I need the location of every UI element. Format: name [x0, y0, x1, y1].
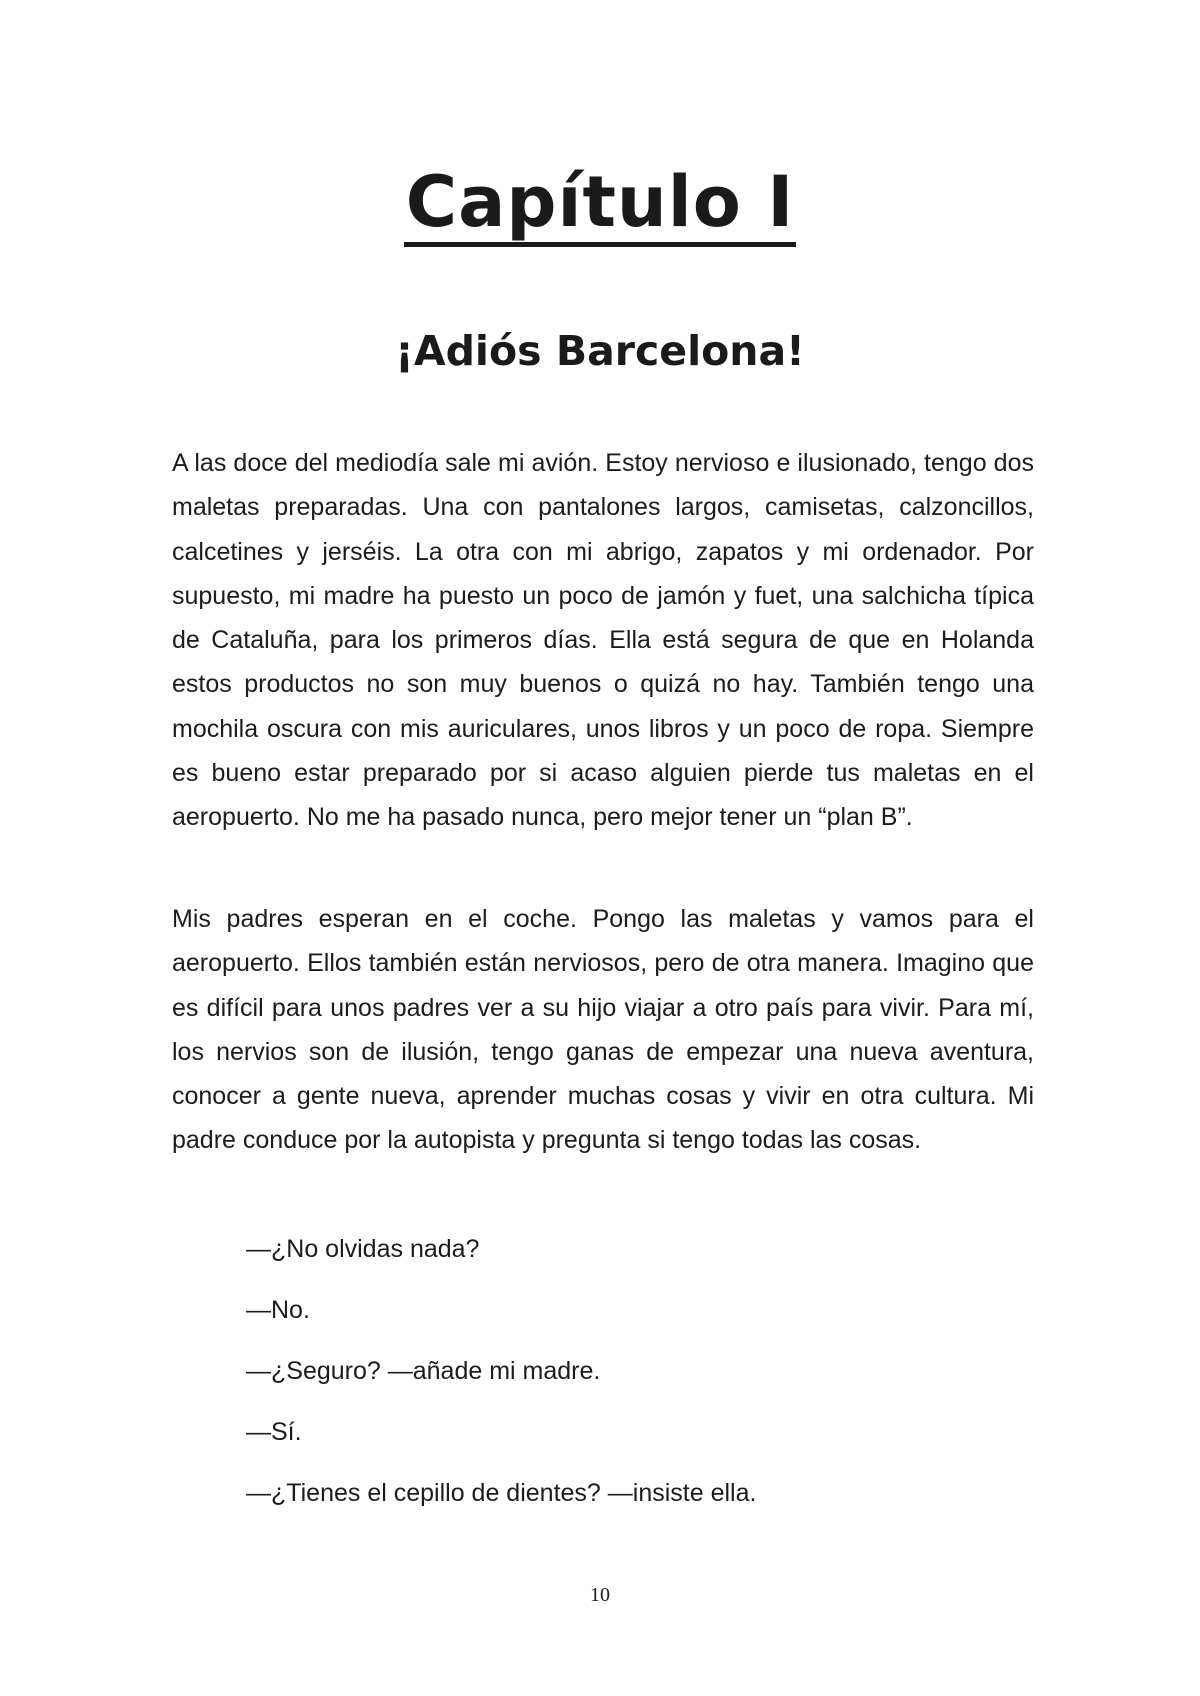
- dialogue-line: —¿No olvidas nada?: [246, 1235, 480, 1263]
- chapter-title: [0, 160, 1200, 247]
- chapter-subtitle: ¡Adiós Barcelona!: [395, 327, 805, 375]
- chapter-title-text: Capítulo I: [404, 162, 797, 247]
- body-paragraph: Mis padres esperan en el coche. Pongo las maletas y vamos para el aeropuerto. Ellos también están nerviosos, pero de otra manera. Imagino que es difícil para unos padres ver a su hijo viajar a otro país para vivir. Para mí, los nervios son de ilusión, tengo ganas de empezar una nueva aventura, conocer a gente nueva, aprender muchas cosas y vivir en otra cultura. Mi padre conduce por la autopista y pregunta si tengo todas las cosas.: [172, 905, 1034, 1155]
- dialogue-line: —¿Tienes el cepillo de dientes? —insiste ella.: [246, 1479, 757, 1507]
- page-number: 10: [590, 1584, 610, 1606]
- dialogue-line: —¿Seguro? —añade mi madre.: [246, 1357, 601, 1385]
- body-paragraph: A las doce del mediodía sale mi avión. Estoy nervioso e ilusionado, tengo dos maletas preparadas. Una con pantalones largos, camisetas, calzoncillos, calcetines y jerséis. La otra con mi abrigo, zapatos y mi ordenador. Por supuesto, mi madre ha puesto un poco de jamón y fuet, una salchicha típica de Cataluña, para los primeros días. Ella está segura de que en Holanda estos productos no son muy buenos o quizá no hay. También tengo una mochila oscura con mis auriculares, unos libros y un poco de ropa. Siempre es bueno estar preparado por si acaso alguien pierde tus maletas en el aeropuerto. No me ha pasado nunca, pero mejor tener un “plan B”.: [172, 449, 1034, 832]
- dialogue-line: —No.: [246, 1296, 310, 1324]
- dialogue-line: —Sí.: [246, 1418, 302, 1446]
